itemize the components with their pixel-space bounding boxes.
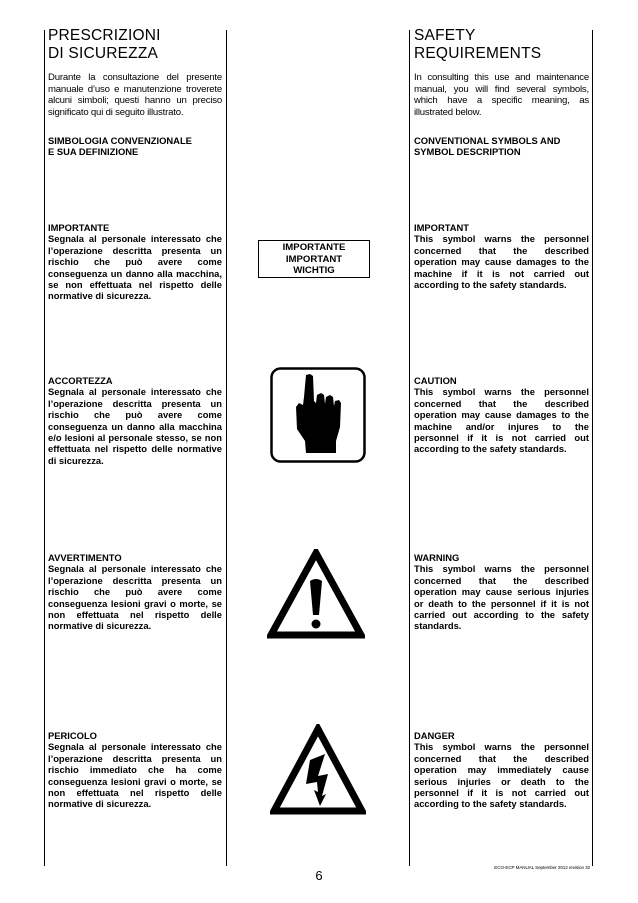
left-section-text: Segnala al personale interessato che l’operazione descritta presenta un rischio che può avere come conseguenza un danno alla macchina, se non effettuata nel rispetto delle normative di sicurezza. bbox=[48, 233, 222, 302]
left-title bbox=[48, 27, 222, 63]
column-rule-middle-right bbox=[409, 30, 410, 866]
column-rule-left bbox=[44, 30, 45, 866]
right-section-caution bbox=[414, 375, 589, 455]
left-section-danger bbox=[48, 730, 222, 810]
right-section-text: This symbol warns the personnel concerned that the described operation may cause damages to the machine if it is not carried out according to the safety standards. bbox=[414, 233, 589, 291]
right-section-important bbox=[414, 222, 589, 290]
left-section-text: Segnala al personale interessato che l’operazione descritta presenta un rischio che può avere come conseguenza lesioni gravi o morte, se non effettuata nel rispetto delle normative di sicurezza. bbox=[48, 563, 222, 632]
right-symbols-heading-line-1: CONVENTIONAL SYMBOLS AND bbox=[414, 135, 561, 146]
electric-hazard-icon bbox=[270, 724, 366, 816]
important-label-it: IMPORTANTE bbox=[282, 242, 346, 253]
right-title-line-1: SAFETY bbox=[414, 27, 476, 44]
right-section-text: This symbol warns the personnel concerned that the described operation may cause serious injuries or death to the personnel if it is not carried out according to the safety standards. bbox=[414, 563, 589, 632]
left-section-text: Segnala al personale interessato che l’operazione descritta presenta un rischio che può avere come conseguenza un danno alla macchina e/o lesioni al personale stesso, se non effettuata nel rispetto delle normative di sicurezza. bbox=[48, 386, 222, 466]
left-section-important bbox=[48, 222, 222, 302]
right-section-text: This symbol warns the personnel concerned that the described operation may immediately cause serious injuries or death to the personnel if it is not carried out according to the safety standards. bbox=[414, 741, 589, 810]
column-rule-right bbox=[592, 30, 593, 866]
left-symbols-heading-line-1: SIMBOLOGIA CONVENZIONALE bbox=[48, 135, 192, 146]
right-symbols-heading-line-2: SYMBOL DESCRIPTION bbox=[414, 146, 521, 158]
warning-exclamation-icon bbox=[267, 549, 365, 639]
left-intro: Durante la consultazione del presente manuale d’uso e manutenzione troverete alcuni simboli; questi hanno un preciso significato qui di seguito illustrato. bbox=[48, 72, 222, 118]
manual-info: ECO-ECP MANUAL September 2012 revision 32 bbox=[494, 865, 590, 870]
left-section-caution bbox=[48, 375, 222, 466]
right-section-text: This symbol warns the personnel concerned that the described operation may cause damages to the machine and/or injures to the personnel if it is not carried out according to the safety standards. bbox=[414, 386, 589, 455]
left-symbols-heading-line-2: E SUA DEFINIZIONE bbox=[48, 146, 139, 158]
left-section-warning bbox=[48, 552, 222, 632]
left-section-heading: IMPORTANTE bbox=[48, 222, 110, 233]
right-section-heading: CAUTION bbox=[414, 375, 457, 386]
important-label-en: IMPORTANT bbox=[285, 253, 343, 265]
left-section-heading: ACCORTEZZA bbox=[48, 375, 113, 386]
left-symbols-heading bbox=[48, 135, 222, 158]
left-section-heading: PERICOLO bbox=[48, 730, 97, 741]
right-title-line-2: REQUIREMENTS bbox=[414, 45, 542, 62]
left-section-heading: AVVERTIMENTO bbox=[48, 552, 122, 563]
right-symbols-heading bbox=[414, 135, 589, 158]
right-section-heading: WARNING bbox=[414, 552, 460, 563]
left-title-line-1: PRESCRIZIONI bbox=[48, 27, 161, 44]
right-section-heading: DANGER bbox=[414, 730, 455, 741]
hand-icon bbox=[270, 367, 366, 463]
right-intro: In consulting this use and maintenance manual, you will find several symbols, which have a specific meaning, as illustrated below. bbox=[414, 72, 589, 118]
column-rule-middle-left bbox=[226, 30, 227, 866]
right-section-warning bbox=[414, 552, 589, 632]
important-label-de: WICHTIG bbox=[293, 265, 335, 277]
left-section-text: Segnala al personale interessato che l’operazione descritta presenta un rischio immediato che ha come conseguenza lesioni gravi o morte, se non effettuata nel rispetto delle normative di sicurezza. bbox=[48, 741, 222, 810]
left-title-line-2: DI SICUREZZA bbox=[48, 45, 159, 62]
page-number: 6 bbox=[315, 868, 323, 883]
right-title bbox=[414, 27, 589, 63]
important-label-box bbox=[258, 240, 370, 278]
right-section-heading: IMPORTANT bbox=[414, 222, 470, 233]
right-section-danger bbox=[414, 730, 589, 810]
